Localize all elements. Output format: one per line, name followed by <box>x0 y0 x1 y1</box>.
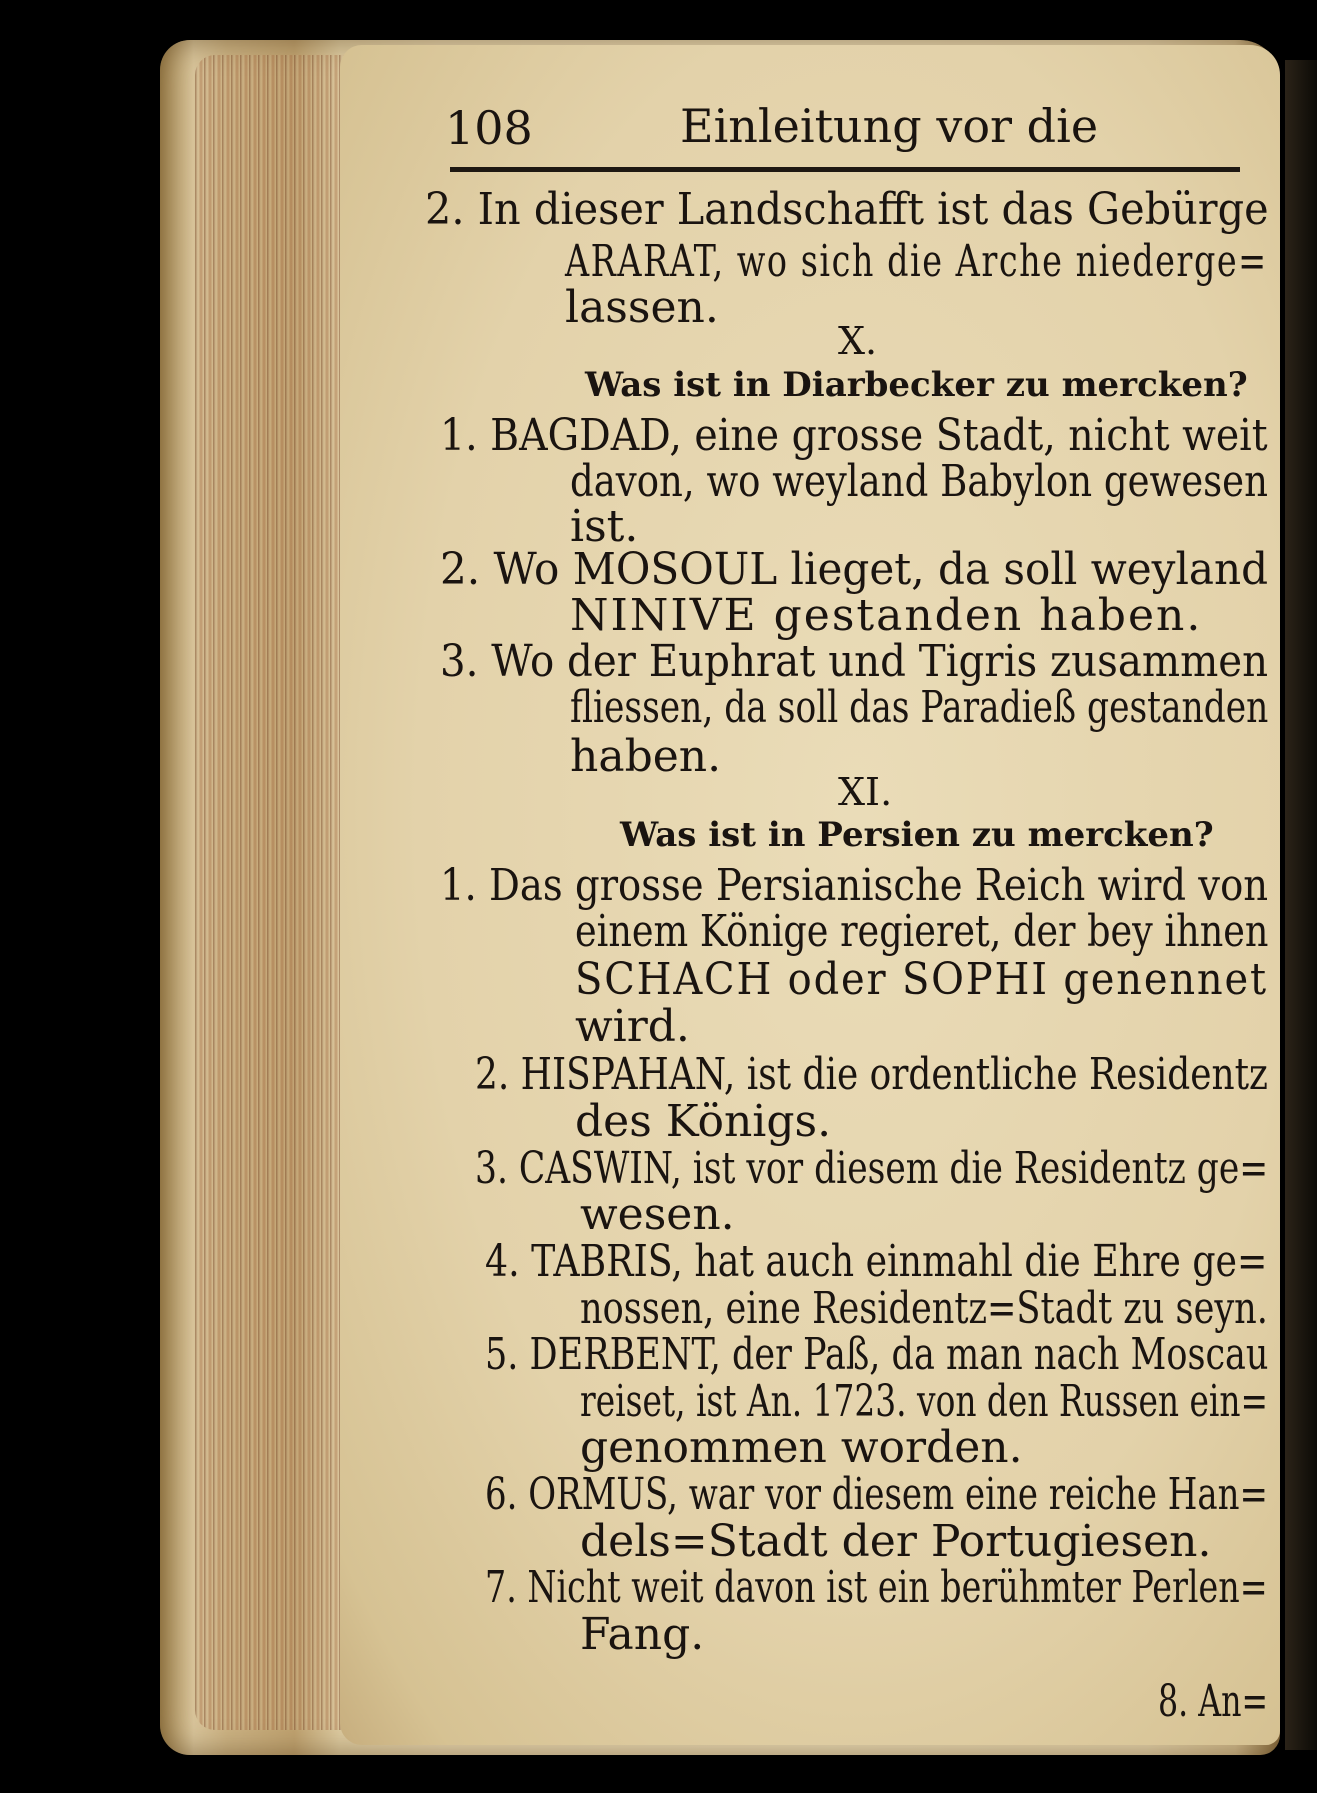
catchword: 8. An= <box>1158 1676 1268 1727</box>
text-line: SCHACH oder SOPHI genennet <box>575 954 1268 1005</box>
running-title: Einleitung vor die <box>680 99 1099 153</box>
text-line: ist. <box>570 501 639 552</box>
header-rule <box>450 167 1240 172</box>
facing-page-edge <box>1285 60 1317 1750</box>
text-line: reiset, ist An. 1723. von den Russen ein= <box>580 1376 1269 1427</box>
text-line: 2. Wo MOSOUL lieget, da soll weyland <box>440 544 1269 595</box>
text-line: nossen, eine Residentz=Stadt zu seyn. <box>580 1283 1268 1334</box>
text-line: lassen. <box>565 282 719 333</box>
section-heading: Was ist in Persien zu mercken? <box>620 815 1214 855</box>
text-line: 7. Nicht weit davon ist ein berühmter Perlen= <box>485 1562 1268 1613</box>
text-line: dels=Stadt der Portugiesen. <box>580 1516 1212 1567</box>
text-line: 2. In dieser Landschafft ist das Gebürge <box>425 184 1269 235</box>
text-line: ARARAT, wo sich die Arche niederge= <box>565 236 1268 287</box>
text-line: 6. ORMUS, war vor diesem eine reiche Han= <box>485 1469 1268 1520</box>
text-line: 3. Wo der Euphrat und Tigris zusammen <box>440 636 1269 687</box>
section-numeral: X. <box>838 319 878 363</box>
text-line: 1. BAGDAD, eine grosse Stadt, nicht weit <box>440 410 1268 461</box>
text-line: des Königs. <box>575 1096 832 1147</box>
text-line: Fang. <box>580 1609 705 1660</box>
text-line: 2. HISPAHAN, ist die ordentliche Residentz <box>475 1049 1268 1100</box>
text-line: genommen worden. <box>580 1422 1023 1473</box>
section-numeral: XI. <box>838 770 893 814</box>
text-line: 3. CASWIN, ist vor diesem die Residentz ge= <box>475 1143 1269 1194</box>
page-edges <box>195 55 345 1730</box>
text-line: NINIVE gestanden haben. <box>570 590 1203 641</box>
text-line: fliessen, da soll das Paradieß gestanden <box>570 682 1269 733</box>
text-line: 4. TABRIS, hat auch einmahl die Ehre ge= <box>485 1236 1268 1287</box>
text-line: davon, wo weyland Babylon gewesen <box>570 456 1268 507</box>
section-heading: Was ist in Diarbecker zu mercken? <box>585 365 1248 405</box>
text-line: haben. <box>570 731 722 782</box>
text-line: einem Könige regieret, der bey ihnen <box>575 906 1269 957</box>
text-line: wird. <box>575 1001 690 1052</box>
text-line: 5. DERBENT, der Paß, da man nach Moscau <box>485 1329 1269 1380</box>
text-line: 1. Das grosse Persianische Reich wird von <box>440 860 1269 911</box>
text-line: wesen. <box>580 1189 735 1240</box>
page-number: 108 <box>445 101 533 155</box>
